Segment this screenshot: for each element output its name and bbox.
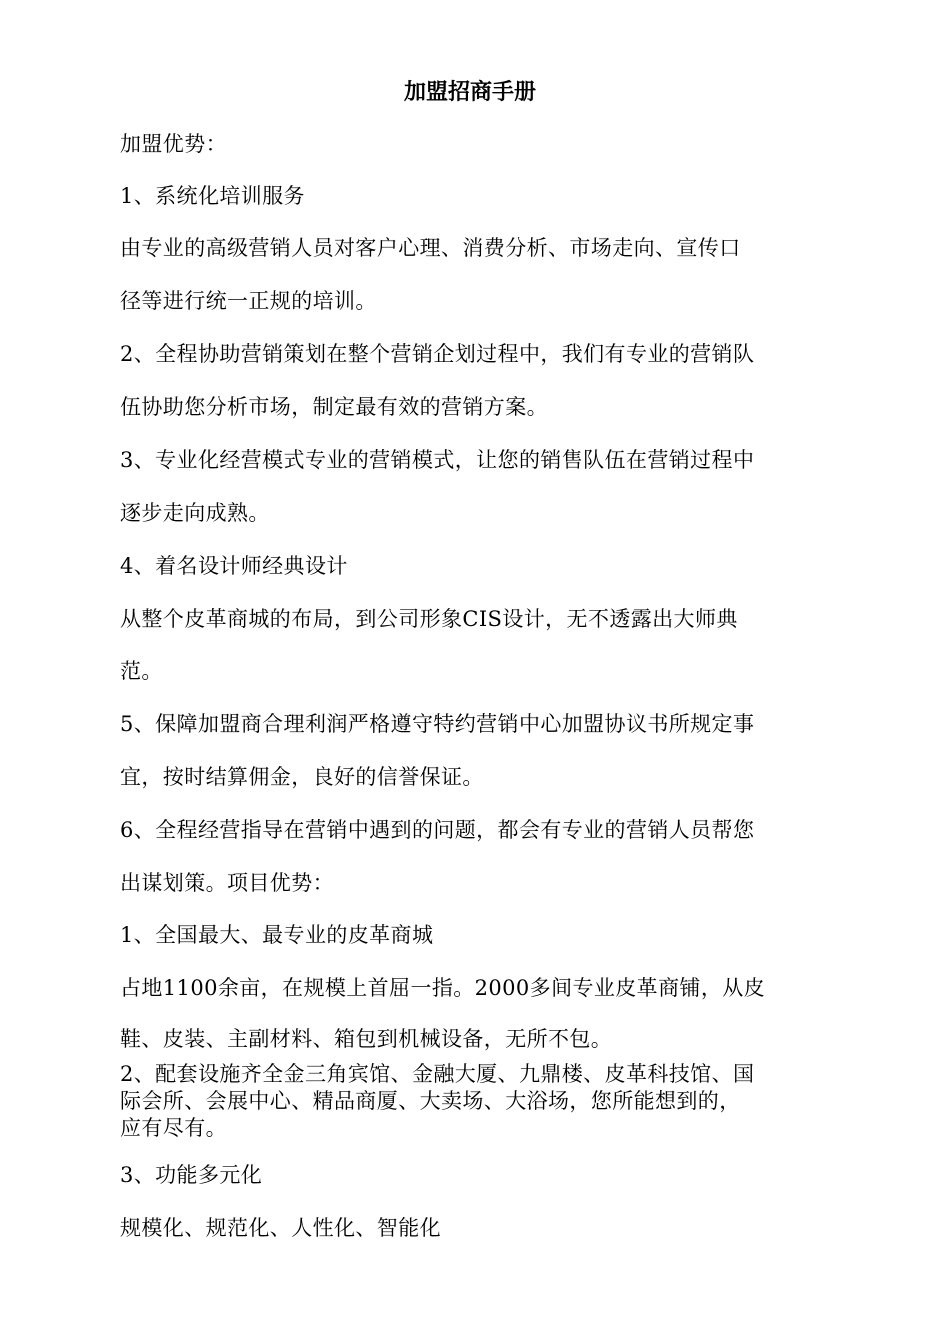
text-line: 3、功能多元化 (120, 1163, 263, 1187)
text-line: 际会所、会展中心、精品商厦、大卖场、大浴场，您所能想到的， (120, 1089, 741, 1113)
text-line: 由专业的高级营销人员对客户心理、消费分析、市场走向、宣传口 (120, 236, 741, 260)
text-line: 出谋划策。项目优势： (120, 871, 334, 895)
text-line: 5、保障加盟商合理利润严格遵守特约营销中心加盟协议书所规定事 (120, 712, 755, 736)
text-line: 1、全国最大、最专业的皮革商城 (120, 923, 434, 947)
text-line: 2、全程协助营销策划在整个营销企划过程中，我们有专业的营销队 (120, 342, 755, 366)
text-line: 6、全程经营指导在营销中遇到的问题，都会有专业的营销人员帮您 (120, 818, 755, 842)
text-line: 应有尽有。 (120, 1116, 227, 1140)
text-line: 逐步走向成熟。 (120, 501, 270, 525)
text-line: 鞋、皮装、主副材料、箱包到机械设备，无所不包。 (120, 1027, 613, 1051)
text-line: 范。 (120, 659, 163, 683)
text-line: 占地1100余亩，在规模上首屈一指。2000多间专业皮革商铺，从皮 (120, 976, 766, 1000)
text-line: 从整个皮革商城的布局，到公司形象CIS设计，无不透露出大师典 (120, 607, 738, 631)
text-line: 径等进行统一正规的培训。 (120, 289, 377, 313)
document-title: 加盟招商手册 (403, 80, 536, 105)
text-line: 规模化、规范化、人性化、智能化 (120, 1216, 441, 1240)
text-line: 宜，按时结算佣金，良好的信誉保证。 (120, 765, 484, 789)
text-line: 伍协助您分析市场，制定最有效的营销方案。 (120, 395, 548, 419)
text-line: 2、配套设施齐全金三角宾馆、金融大厦、九鼎楼、皮革科技馆、国 (120, 1062, 755, 1086)
text-line: 加盟优势： (120, 132, 227, 156)
text-line: 3、专业化经营模式专业的营销模式，让您的销售队伍在营销过程中 (120, 448, 755, 472)
text-line: 4、着名设计师经典设计 (120, 554, 348, 578)
text-line: 1、系统化培训服务 (120, 184, 305, 208)
